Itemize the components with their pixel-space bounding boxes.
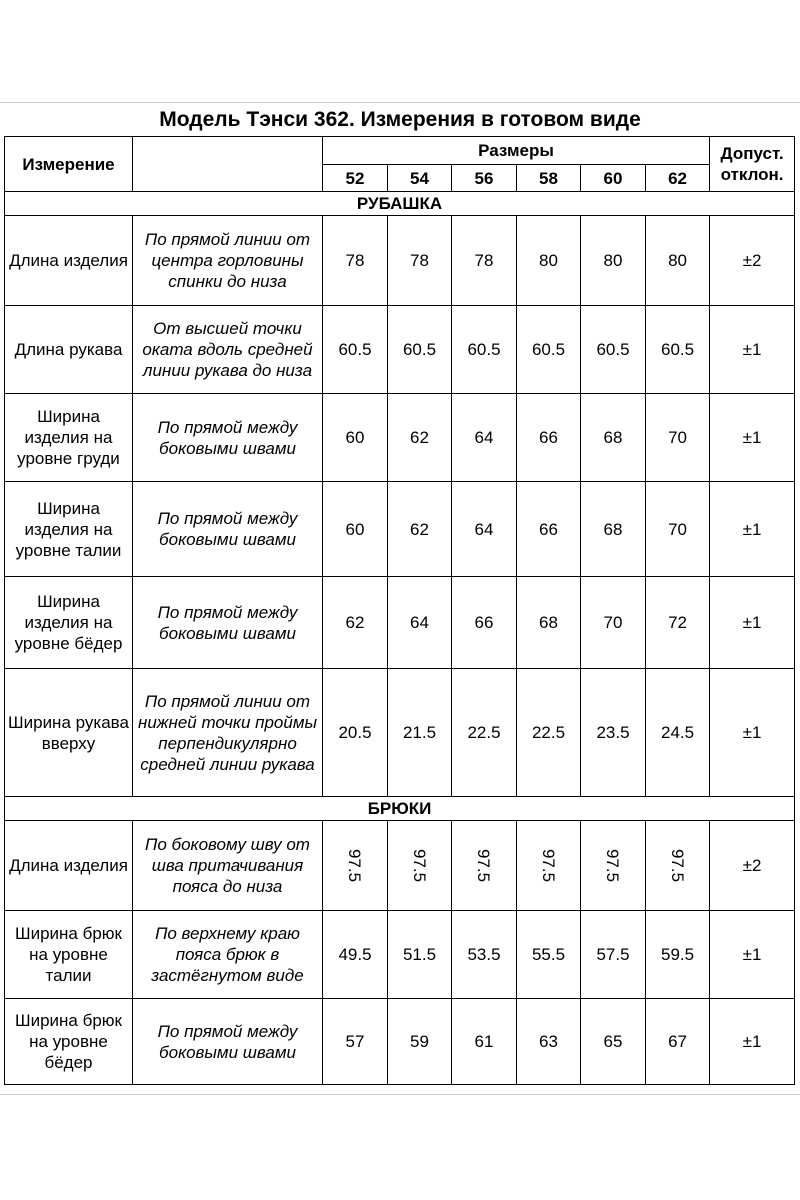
- size-value: 62: [388, 482, 452, 577]
- measurement-name: Длина изделия: [5, 821, 133, 911]
- size-value: 51.5: [388, 911, 452, 999]
- size-value: [388, 821, 452, 911]
- size-value-text: 97.5: [410, 848, 429, 883]
- measurement-description: От высшей точки оката вдоль средней линии рукава до низа: [133, 306, 323, 394]
- measurement-row: [5, 306, 795, 394]
- size-header: 54: [388, 165, 452, 192]
- measurement-name: Ширина рукава вверху: [5, 669, 133, 797]
- measurement-name: Ширина изделия на уровне талии: [5, 482, 133, 577]
- size-value: 70: [646, 394, 710, 482]
- size-value-text: 97.5: [539, 848, 558, 883]
- size-value: 68: [517, 577, 581, 669]
- size-value: 49.5: [323, 911, 388, 999]
- size-value-text: 97.5: [603, 848, 623, 883]
- measurement-row: [5, 577, 795, 669]
- size-value: 60: [323, 482, 388, 577]
- page-title: Модель Тэнси 362. Измерения в готовом виде: [159, 108, 641, 131]
- size-value: 61: [452, 999, 517, 1085]
- size-value: 80: [581, 216, 646, 306]
- section-header: РУБАШКА: [5, 192, 795, 216]
- tolerance-value: ±2: [710, 821, 795, 911]
- size-value: 62: [388, 394, 452, 482]
- size-value: 80: [517, 216, 581, 306]
- header-tolerance: [710, 137, 795, 192]
- size-value-text: 97.5: [668, 848, 688, 883]
- size-value-text: 97.5: [474, 848, 494, 883]
- tolerance-value: ±1: [710, 999, 795, 1085]
- tolerance-value: ±1: [710, 306, 795, 394]
- header-measurement: Измерение: [5, 137, 133, 192]
- size-value: 66: [517, 394, 581, 482]
- size-value: 60: [323, 394, 388, 482]
- size-value: 80: [646, 216, 710, 306]
- size-value: [646, 821, 710, 911]
- size-value: 21.5: [388, 669, 452, 797]
- size-value: 60.5: [323, 306, 388, 394]
- size-value: 78: [452, 216, 517, 306]
- size-value: 22.5: [452, 669, 517, 797]
- size-value: 66: [452, 577, 517, 669]
- measurement-name: Длина рукава: [5, 306, 133, 394]
- section-header: БРЮКИ: [5, 797, 795, 821]
- measurement-row: [5, 394, 795, 482]
- size-value: 20.5: [323, 669, 388, 797]
- tolerance-value: ±1: [710, 911, 795, 999]
- size-value: 68: [581, 482, 646, 577]
- measurement-description: По прямой между боковыми швами: [133, 999, 323, 1085]
- size-value: 60.5: [388, 306, 452, 394]
- tolerance-value: ±1: [710, 669, 795, 797]
- size-value: 70: [581, 577, 646, 669]
- size-value: 78: [388, 216, 452, 306]
- measurement-name: Ширина изделия на уровне груди: [5, 394, 133, 482]
- measurement-description: По прямой между боковыми швами: [133, 482, 323, 577]
- size-value: 64: [452, 482, 517, 577]
- size-value-text: 97.5: [345, 848, 365, 883]
- header-tolerance-line2: отклон.: [720, 165, 784, 184]
- size-header: 56: [452, 165, 517, 192]
- size-value: 66: [517, 482, 581, 577]
- measurements-table: [4, 136, 795, 1085]
- tolerance-value: ±2: [710, 216, 795, 306]
- size-header: 60: [581, 165, 646, 192]
- size-value: 23.5: [581, 669, 646, 797]
- tolerance-value: ±1: [710, 482, 795, 577]
- size-value: 60.5: [646, 306, 710, 394]
- size-header: 62: [646, 165, 710, 192]
- size-value: 63: [517, 999, 581, 1085]
- size-value: 59: [388, 999, 452, 1085]
- measurement-description: По прямой между боковыми швами: [133, 577, 323, 669]
- size-value: 78: [323, 216, 388, 306]
- measurement-row: [5, 482, 795, 577]
- size-value: 59.5: [646, 911, 710, 999]
- size-value: 57: [323, 999, 388, 1085]
- size-value: 68: [581, 394, 646, 482]
- size-value: 67: [646, 999, 710, 1085]
- measurement-description: По верхнему краю пояса брюк в застёгнутом виде: [133, 911, 323, 999]
- size-value: 24.5: [646, 669, 710, 797]
- size-value: 53.5: [452, 911, 517, 999]
- measurement-description: По прямой между боковыми швами: [133, 394, 323, 482]
- size-value: 22.5: [517, 669, 581, 797]
- size-value: 60.5: [517, 306, 581, 394]
- size-value: 60.5: [581, 306, 646, 394]
- measurement-row: [5, 216, 795, 306]
- measurement-description: По боковому шву от шва притачивания пояса до низа: [133, 821, 323, 911]
- size-value: 65: [581, 999, 646, 1085]
- size-header: 58: [517, 165, 581, 192]
- bottom-divider: [0, 1094, 800, 1095]
- header-tolerance-line1: Допуст.: [720, 144, 784, 163]
- size-value: 60.5: [452, 306, 517, 394]
- size-value: 64: [452, 394, 517, 482]
- measurement-row: [5, 911, 795, 999]
- size-value: [517, 821, 581, 911]
- size-value: 62: [323, 577, 388, 669]
- size-value: 72: [646, 577, 710, 669]
- measurement-row: [5, 669, 795, 797]
- measurement-row: [5, 821, 795, 911]
- measurement-name: Ширина брюк на уровне бёдер: [5, 999, 133, 1085]
- measurement-name: Ширина изделия на уровне бёдер: [5, 577, 133, 669]
- size-value: [452, 821, 517, 911]
- size-value: 55.5: [517, 911, 581, 999]
- measurement-description: По прямой линии от нижней точки проймы перпендикулярно средней линии рукава: [133, 669, 323, 797]
- measurement-name: Ширина брюк на уровне талии: [5, 911, 133, 999]
- header-sizes: Размеры: [323, 137, 710, 165]
- measurement-name: Длина изделия: [5, 216, 133, 306]
- header-description-blank: [133, 137, 323, 192]
- size-value: 64: [388, 577, 452, 669]
- measurement-description: По прямой линии от центра горловины спинки до низа: [133, 216, 323, 306]
- tolerance-value: ±1: [710, 577, 795, 669]
- measurement-row: [5, 999, 795, 1085]
- size-header: 52: [323, 165, 388, 192]
- size-value: [581, 821, 646, 911]
- size-value: [323, 821, 388, 911]
- tolerance-value: ±1: [710, 394, 795, 482]
- top-divider: [0, 102, 800, 103]
- size-value: 70: [646, 482, 710, 577]
- size-value: 57.5: [581, 911, 646, 999]
